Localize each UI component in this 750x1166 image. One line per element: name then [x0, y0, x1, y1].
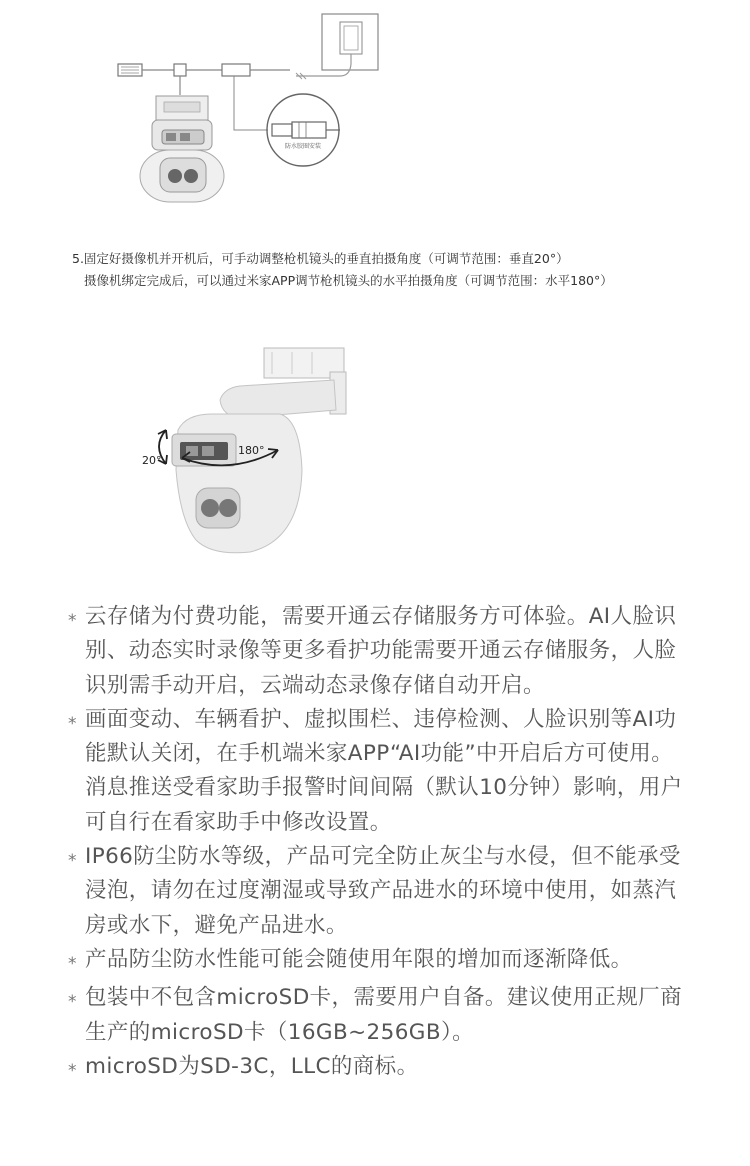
asterisk-icon: *	[68, 713, 77, 734]
step-5-line-2: 摄像机绑定完成后，可以通过米家APP调节枪机镜头的水平拍摄角度（可调节范围：水平180°）	[84, 273, 613, 288]
note-text: microSD为SD-3C，LLC的商标。	[85, 1053, 419, 1079]
asterisk-icon: *	[68, 611, 77, 631]
note-text: 包装中不包含microSD卡，需要用户自备。建议使用正规厂商生产的microSD卡（16GB~256GB）。	[85, 985, 682, 1045]
note-text: 云存储为付费功能，需要开通云存储服务方可体验。AI人脸识别、动态实时录像等更多看护功能需要开通云存储服务，人脸识别需手动开启，云端动态录像存储自动开启。	[85, 604, 677, 698]
note-item	[68, 981, 688, 1050]
asterisk-icon: *	[68, 1060, 77, 1081]
wiring-diagram	[0, 0, 750, 240]
note-item	[68, 840, 688, 943]
note-text: 产品防尘防水性能可能会随使用年限的增加而逐渐降低。	[85, 946, 633, 972]
note-text: 画面变动、车辆看护、虚拟围栏、违停检测、人脸识别等AI功能默认关闭，在手机端米家APP“AI功能”中开启后方可使用。消息推送受看家助手报警时间间隔（默认10分钟）影响，用户可自行在看家助手中修改设置。	[85, 706, 683, 835]
asterisk-icon: *	[68, 953, 77, 974]
note-item	[68, 600, 688, 703]
notes-list	[68, 600, 688, 1088]
note-item	[68, 703, 688, 840]
horizontal-angle-label: 180°	[238, 444, 265, 457]
asterisk-icon: *	[68, 851, 77, 872]
vertical-angle-label: 20°	[142, 454, 162, 467]
note-text: IP66防尘防水等级，产品可完全防止灰尘与水侵，但不能承受浸泡，请勿在过度潮湿或导致产品进水的环境中使用，如蒸汽房或水下，避免产品进水。	[85, 844, 681, 938]
step-5-instructions	[72, 248, 613, 292]
note-item	[68, 943, 688, 981]
note-item	[68, 1050, 688, 1088]
asterisk-icon: *	[68, 992, 77, 1013]
camera-angle-diagram	[0, 330, 750, 570]
step-5-line-1: 5.固定好摄像机并开机后，可手动调整枪机镜头的垂直拍摄角度（可调节范围：垂直20°）	[72, 251, 569, 266]
seal-label: 防水胶圈安装	[284, 143, 322, 150]
